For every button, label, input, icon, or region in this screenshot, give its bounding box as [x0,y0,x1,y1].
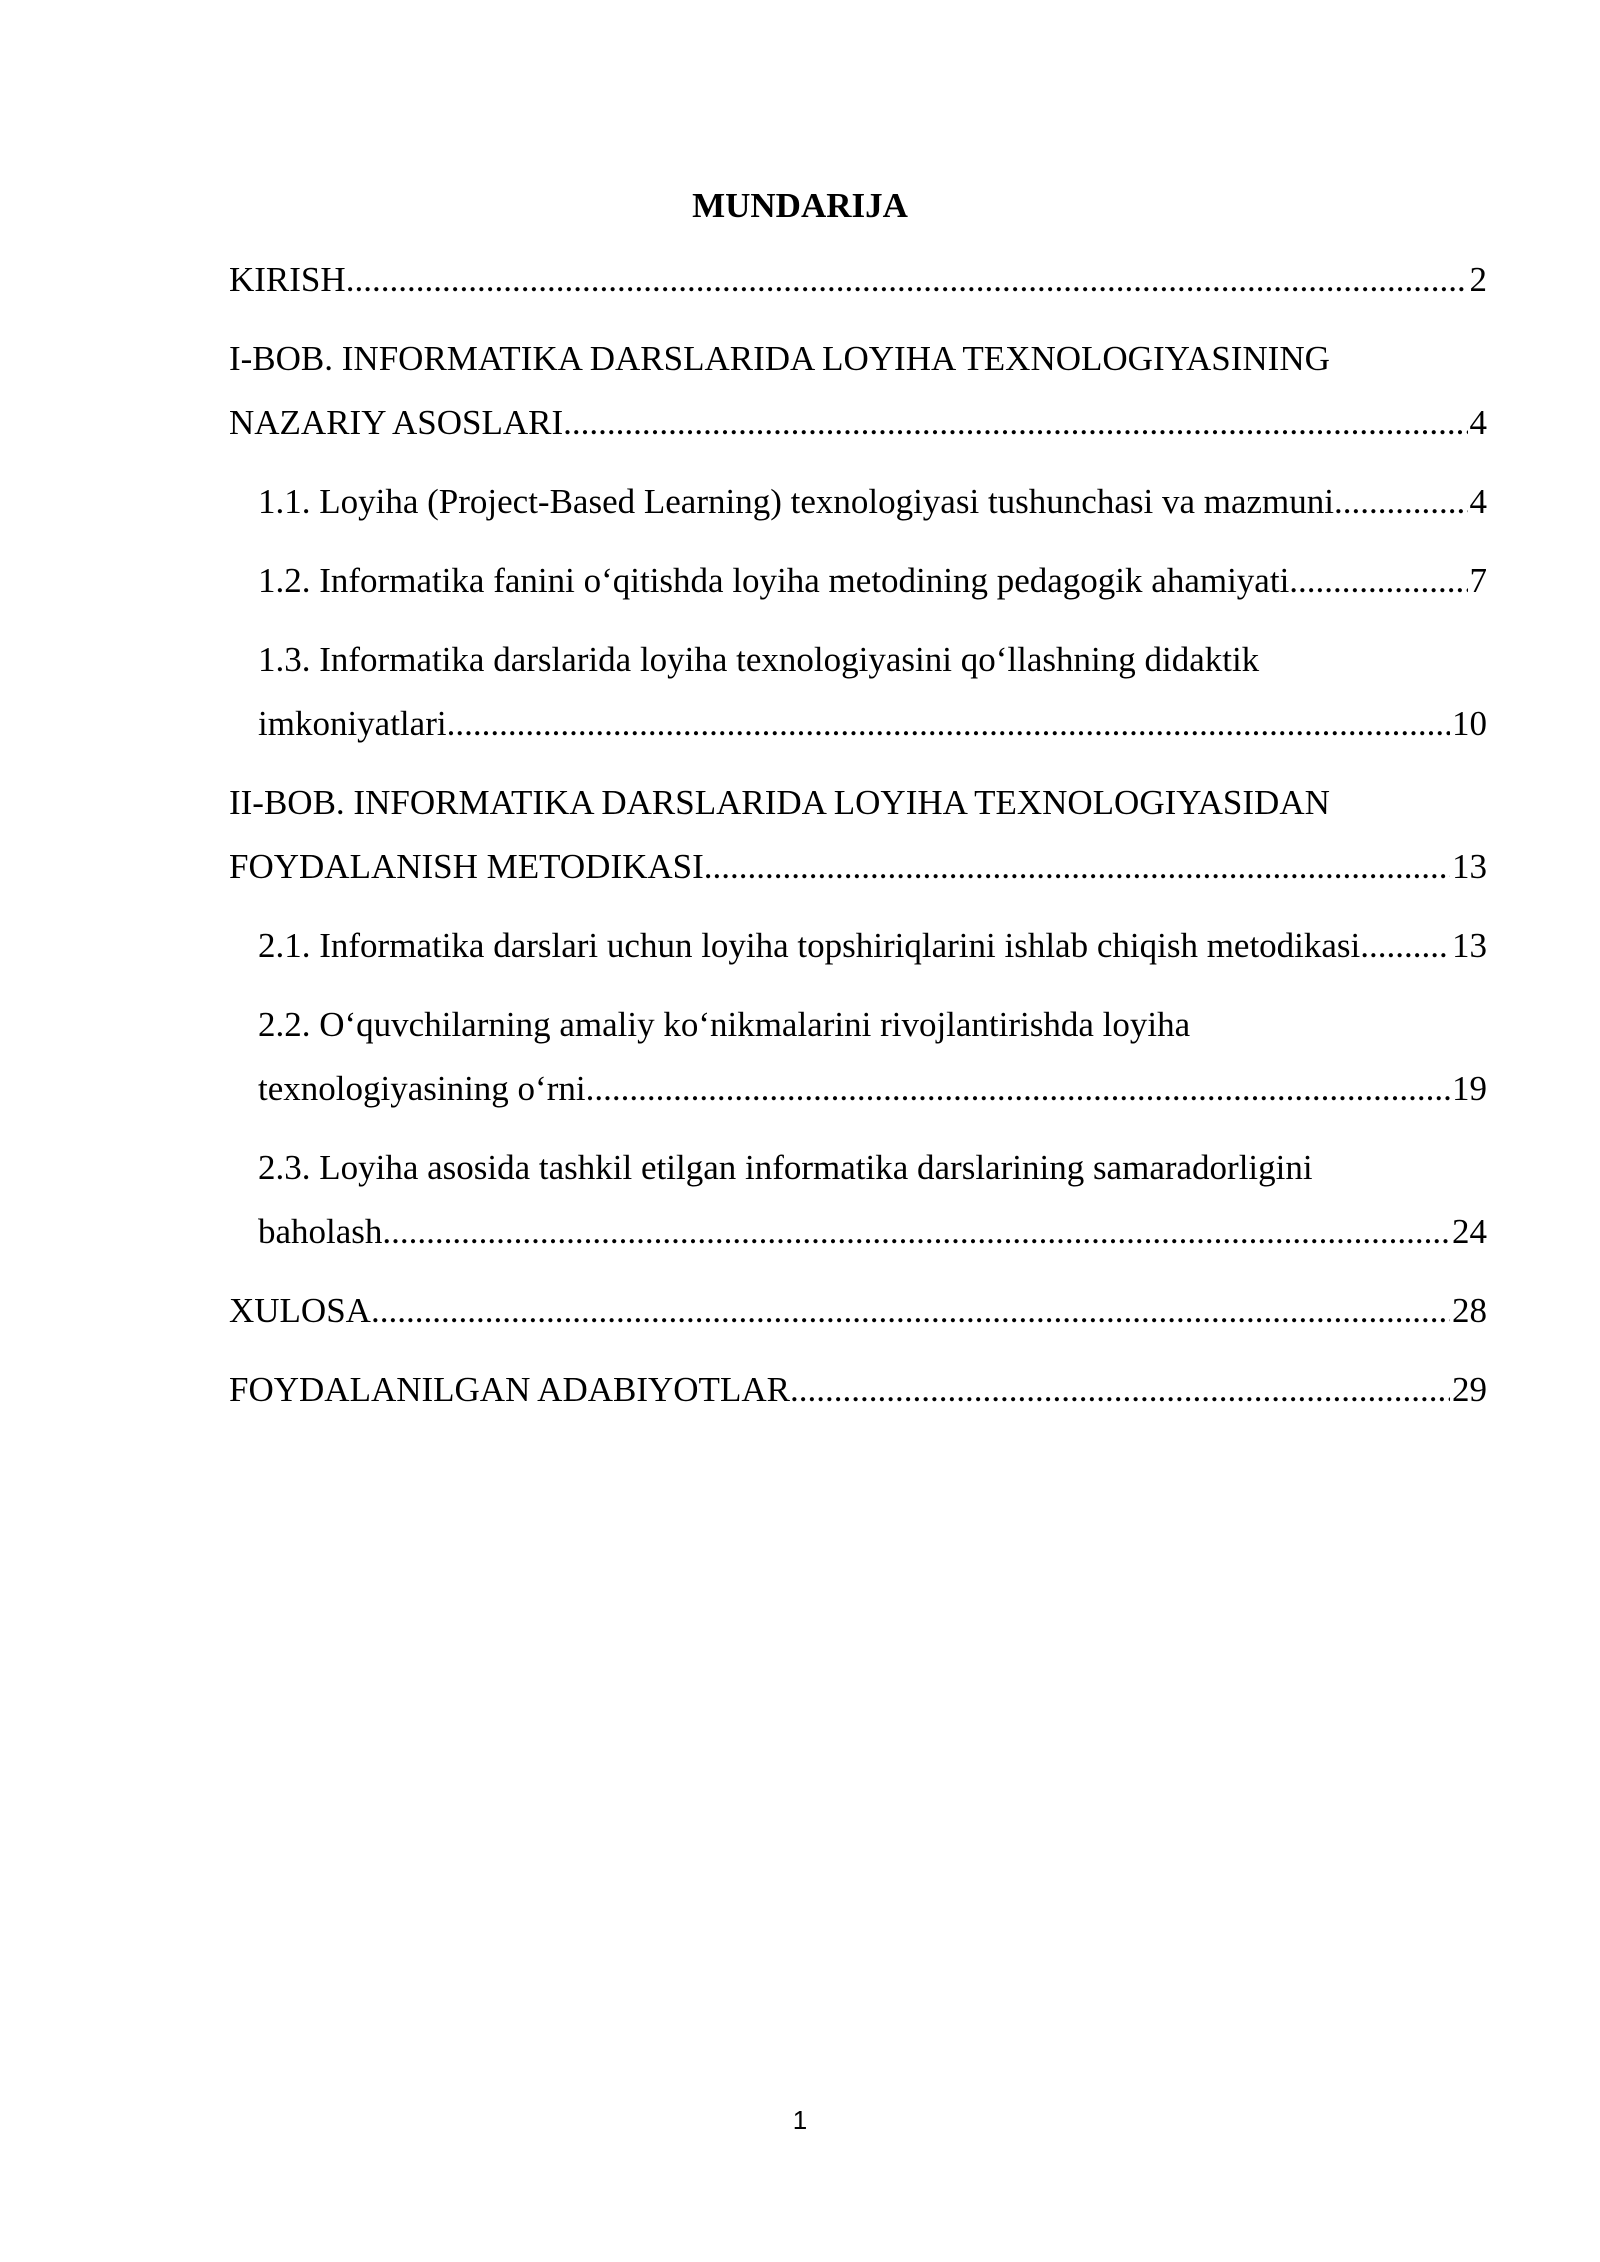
toc-entry-chapter-1[interactable] [229,327,1487,455]
toc-entry-section-2-1[interactable] [229,914,1487,978]
toc-entry-line [258,1057,1487,1121]
toc-entry-section-1-1[interactable] [229,470,1487,534]
toc-entry-label-line1: 2.2. O‘quvchilarning amaliy ko‘nikmalarini rivojlantirishda loyiha [258,1005,1191,1044]
toc-entry-adabiyotlar[interactable] [229,1358,1487,1422]
toc-entry-page: 29 [1452,1370,1487,1409]
toc-entry-xulosa[interactable] [229,1279,1487,1343]
toc-entry-label: 2.1. Informatika darslari uchun loyiha topshiriqlarini ishlab chiqish metodikasi [258,926,1361,965]
toc-entry-page: 10 [1452,704,1487,743]
toc-entry-line [229,248,1487,312]
toc-leader-dots [1360,914,1450,978]
toc-entry-section-1-3[interactable] [229,628,1487,756]
toc-entry-label-line1: 1.3. Informatika darslarida loyiha texnologiyasini qo‘llashning didaktik [258,640,1260,679]
toc-entry-label: imkoniyatlari [258,704,447,743]
toc-entry-label: XULOSA [229,1291,371,1330]
toc-title: MUNDARIJA [692,186,908,225]
toc-leader-dots [447,692,1450,756]
toc-leader-dots [371,1279,1450,1343]
toc-entry-chapter-2[interactable] [229,771,1487,899]
toc-entry-label: FOYDALANISH METODIKASI [229,847,704,886]
toc-entry-section-2-3[interactable] [229,1136,1487,1264]
toc-leader-dots [790,1358,1450,1422]
page-number: 1 [792,2105,808,2135]
toc-leader-dots [704,835,1450,899]
toc-entry-label-line1: I-BOB. INFORMATIKA DARSLARIDA LOYIHA TEXNOLOGIYASINING [229,339,1330,378]
toc-entry-line [258,1200,1487,1264]
toc-entry-page: 24 [1452,1212,1487,1251]
toc-entry-line [258,470,1487,534]
toc-entry-page: 2 [1469,260,1487,299]
toc-entry-label-line1: II-BOB. INFORMATIKA DARSLARIDA LOYIHA TEXNOLOGIYASIDAN [229,783,1330,822]
toc-entry-line [258,549,1487,613]
toc-entry-label-line1: 2.3. Loyiha asosida tashkil etilgan informatika darslarining samaradorligini [258,1148,1313,1187]
toc-entry-line [229,391,1487,455]
toc-entry-label: NAZARIY ASOSLARI [229,403,564,442]
toc-entry-label: KIRISH [229,260,346,299]
toc-entry-page: 7 [1469,561,1487,600]
toc-entry-label: FOYDALANILGAN ADABIYOTLAR [229,1370,790,1409]
toc-entry-page: 28 [1452,1291,1487,1330]
toc-entry-line [258,692,1487,756]
toc-leader-dots [563,391,1467,455]
toc-entry-label: 1.1. Loyiha (Project-Based Learning) texnologiyasi tushunchasi va mazmuni [258,482,1334,521]
toc-entry-page: 13 [1452,847,1487,886]
toc-leader-dots [1334,470,1468,534]
toc-entry-section-2-2[interactable] [229,993,1487,1121]
toc-entry-page: 19 [1452,1069,1487,1108]
toc-entry-page: 4 [1469,403,1487,442]
toc-entry-label: baholash [258,1212,383,1251]
toc-leader-dots [586,1057,1450,1121]
toc-entry-line [229,835,1487,899]
table-of-contents [229,248,1487,1437]
toc-entry-page: 13 [1452,926,1487,965]
toc-entry-line [229,1358,1487,1422]
toc-entry-label: 1.2. Informatika fanini o‘qitishda loyiha metodining pedagogik ahamiyati [258,561,1290,600]
toc-entry-section-1-2[interactable] [229,549,1487,613]
toc-leader-dots [346,248,1468,312]
toc-entry-label: texnologiyasining o‘rni [258,1069,586,1108]
toc-entry-kirish[interactable] [229,248,1487,312]
toc-entry-line [258,914,1487,978]
toc-leader-dots [382,1200,1450,1264]
toc-entry-line [229,1279,1487,1343]
toc-entry-page: 4 [1469,482,1487,521]
toc-leader-dots [1289,549,1467,613]
